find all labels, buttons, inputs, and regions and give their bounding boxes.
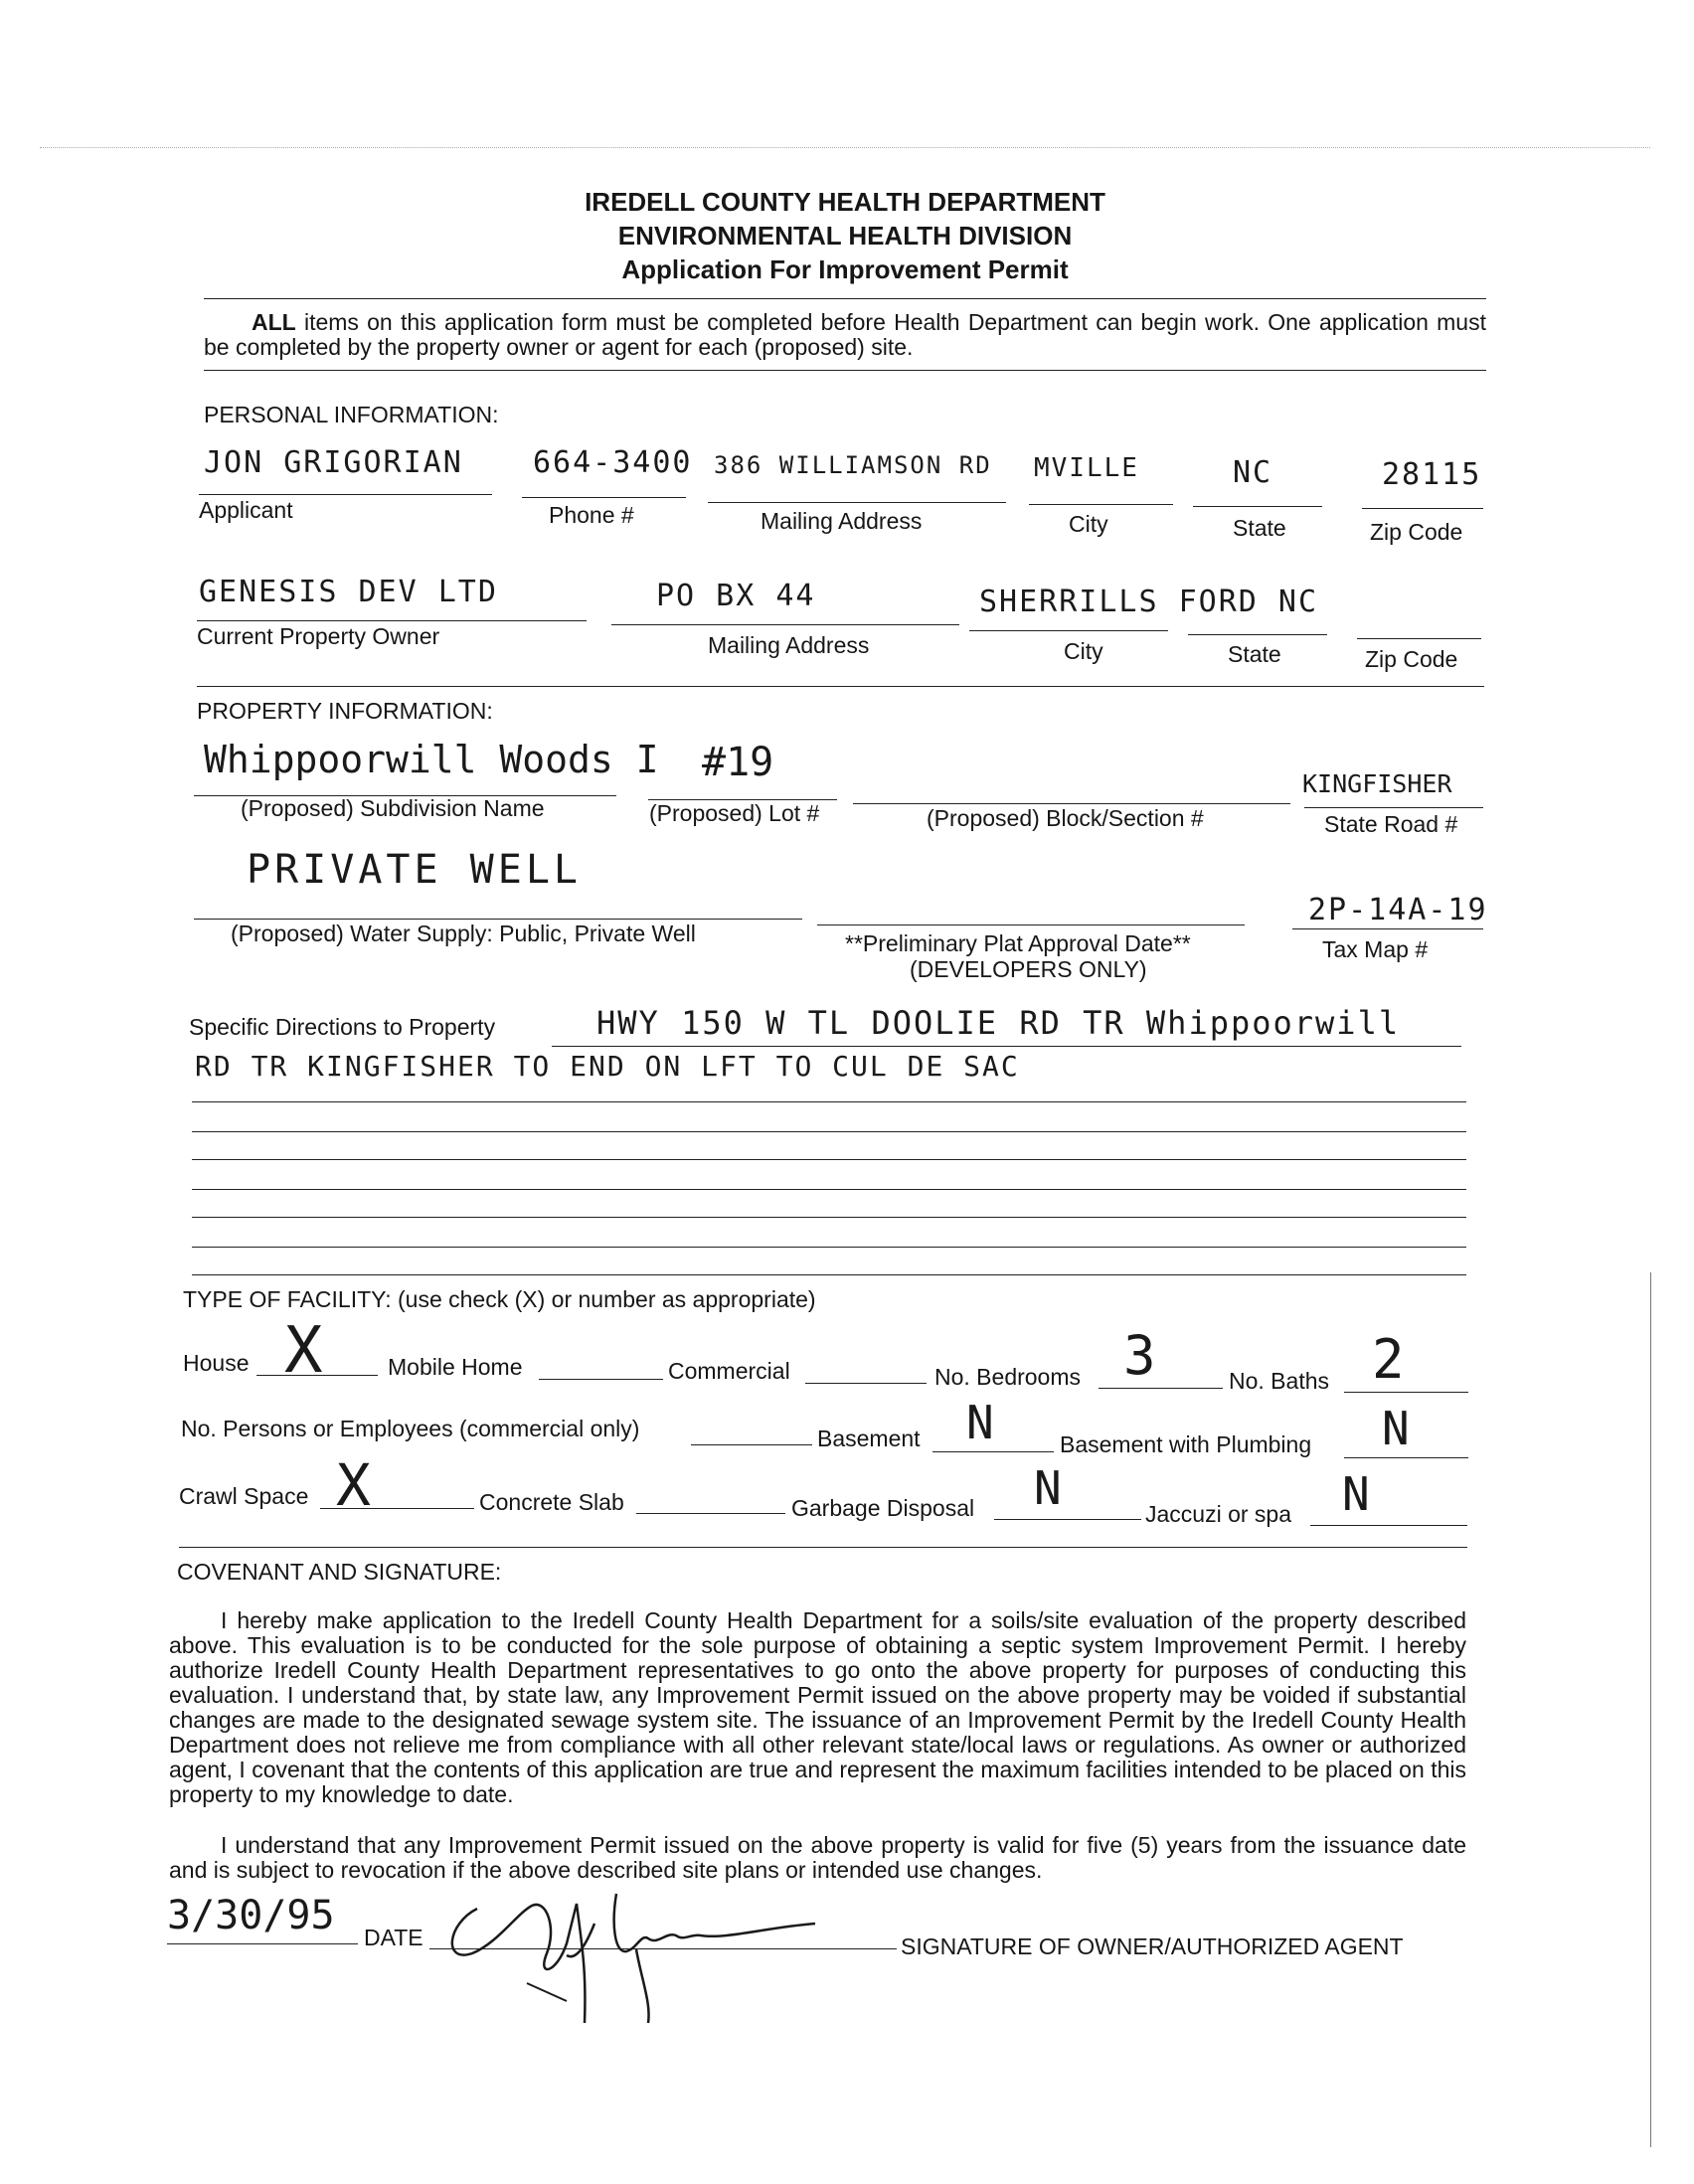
house-value[interactable]: X xyxy=(284,1314,323,1388)
directions-line xyxy=(192,1101,1466,1102)
directions-line xyxy=(192,1159,1466,1160)
water-supply-label: (Proposed) Water Supply: Public, Private Well xyxy=(231,921,696,946)
commercial-line xyxy=(805,1383,927,1384)
concrete-slab-label: Concrete Slab xyxy=(479,1489,624,1515)
jacuzzi-label: Jaccuzi or spa xyxy=(1145,1501,1292,1527)
mobile-home-label: Mobile Home xyxy=(388,1354,523,1380)
owner-line xyxy=(197,620,587,621)
directions-value-line1[interactable]: HWY 150 W TL DOOLIE RD TR Whippoorwill xyxy=(596,1004,1401,1042)
plat-date-sublabel: (DEVELOPERS ONLY) xyxy=(910,956,1147,982)
baths-label: No. Baths xyxy=(1229,1368,1329,1394)
state-value[interactable]: NC xyxy=(1233,455,1273,490)
water-supply-value[interactable]: PRIVATE WELL xyxy=(247,847,582,893)
facility-heading xyxy=(183,1286,816,1313)
commercial-label: Commercial xyxy=(668,1358,790,1384)
covenant-validity-paragraph: I understand that any Improvement Permit issued on the above property is valid for five (5) years from the issuance date and is subject to revocation if the above described site plans or intended use changes. xyxy=(169,1832,1466,1883)
owner-zip-label: Zip Code xyxy=(1365,646,1458,672)
owner-mailing-label: Mailing Address xyxy=(708,632,870,658)
concrete-slab-line xyxy=(636,1513,785,1514)
owner-state-label: State xyxy=(1228,641,1281,667)
divider xyxy=(204,370,1486,371)
applicant-line xyxy=(199,494,492,495)
signature-label: SIGNATURE OF OWNER/AUTHORIZED AGENT xyxy=(901,1933,1404,1959)
tax-map-label: Tax Map # xyxy=(1322,936,1429,962)
persons-line xyxy=(691,1444,812,1445)
directions-line xyxy=(552,1046,1461,1047)
basement-plumbing-value[interactable]: N xyxy=(1382,1402,1410,1455)
divider xyxy=(192,1274,1466,1275)
covenant-heading: COVENANT AND SIGNATURE: xyxy=(177,1559,502,1585)
basement-label: Basement xyxy=(817,1426,921,1451)
zip-label: Zip Code xyxy=(1370,519,1463,545)
owner-city-line xyxy=(969,630,1168,631)
scan-artifact xyxy=(40,147,1650,148)
state-road-line xyxy=(1304,807,1483,808)
form-title-application: Application For Improvement Permit xyxy=(621,254,1069,284)
scan-edge-mark xyxy=(1650,1272,1651,2147)
owner-city-label: City xyxy=(1064,638,1103,664)
phone-value[interactable]: 664-3400 xyxy=(533,445,693,480)
phone-line xyxy=(522,497,686,498)
form-title-division: ENVIRONMENTAL HEALTH DIVISION xyxy=(617,221,1073,251)
owner-mailing-line xyxy=(611,624,959,625)
plat-date-line xyxy=(817,924,1245,925)
intro-text: items on this application form must be completed before Health Department can begin work. One application must be completed by the property owner or agent for each (proposed) site. xyxy=(204,309,1486,360)
state-label: State xyxy=(1233,515,1286,541)
directions-label: Specific Directions to Property xyxy=(189,1014,496,1040)
lot-value[interactable]: #19 xyxy=(702,740,774,785)
state-road-value[interactable]: KINGFISHER xyxy=(1302,769,1452,798)
divider xyxy=(179,1547,1467,1548)
jacuzzi-line xyxy=(1310,1525,1467,1526)
basement-value[interactable]: N xyxy=(966,1396,994,1449)
intro-paragraph xyxy=(204,310,1486,360)
owner-city-value[interactable]: SHERRILLS FORD NC xyxy=(979,585,1319,619)
personal-info-heading: PERSONAL INFORMATION: xyxy=(204,402,499,427)
garbage-disposal-label: Garbage Disposal xyxy=(791,1495,975,1521)
state-line xyxy=(1193,506,1322,507)
owner-label: Current Property Owner xyxy=(197,623,440,649)
signature-scribble[interactable] xyxy=(437,1884,875,2033)
lot-label: (Proposed) Lot # xyxy=(649,800,820,826)
phone-label: Phone # xyxy=(549,502,634,528)
zip-value[interactable]: 28115 xyxy=(1382,457,1482,492)
crawl-space-label: Crawl Space xyxy=(179,1483,309,1509)
owner-mailing-value[interactable]: PO BX 44 xyxy=(656,579,816,613)
applicant-value[interactable]: JON GRIGORIAN xyxy=(204,445,463,480)
basement-line xyxy=(932,1451,1054,1452)
block-line xyxy=(853,803,1290,804)
bedrooms-line xyxy=(1099,1388,1223,1389)
divider xyxy=(197,686,1484,687)
facility-heading-note: (use check (X) or number as appropriate) xyxy=(398,1286,816,1312)
house-label: House xyxy=(183,1350,250,1376)
subdivision-label: (Proposed) Subdivision Name xyxy=(241,795,545,821)
persons-label: No. Persons or Employees (commercial only) xyxy=(181,1416,640,1441)
mailing-address-value[interactable]: 386 WILLIAMSON RD xyxy=(714,451,992,479)
covenant-paragraph: I hereby make application to the Iredell County Health Department for a soils/site evaluation of the property described above. This evaluation is to be conducted for the sole purpose of obtaining a septic system Improvement Permit. I hereby authorize Iredell County Health Department representatives to go onto the above property for purposes of conducting this evaluation. I understand that, by state law, any Improvement Permit issued on the above property may be voided if substantial changes are made to the designated sewage system site. The issuance of an Improvement Permit by the Iredell County Health Department does not relieve me from compliance with all other relevant state/local laws or regulations. As owner or authorized agent, I covenant that the contents of this application are true and represent the maximum facilities intended to be placed on this property to my knowledge to date. xyxy=(169,1607,1466,1807)
crawl-space-value[interactable]: X xyxy=(336,1451,371,1519)
water-supply-line xyxy=(194,919,802,920)
garbage-disposal-line xyxy=(994,1519,1141,1520)
owner-state-line xyxy=(1188,634,1327,635)
jacuzzi-value[interactable]: N xyxy=(1342,1467,1370,1521)
bedrooms-label: No. Bedrooms xyxy=(934,1364,1082,1390)
date-line xyxy=(167,1943,358,1944)
mobile-home-line xyxy=(539,1379,663,1380)
city-line xyxy=(1029,504,1173,505)
owner-zip-line xyxy=(1357,638,1481,639)
directions-line xyxy=(192,1217,1466,1218)
zip-line xyxy=(1362,508,1483,509)
bedrooms-value[interactable]: 3 xyxy=(1123,1324,1156,1387)
city-value[interactable]: MVILLE xyxy=(1034,453,1139,483)
property-info-heading: PROPERTY INFORMATION: xyxy=(197,698,493,724)
form-title-department: IREDELL COUNTY HEALTH DEPARTMENT xyxy=(585,187,1105,217)
basement-plumbing-line xyxy=(1344,1457,1468,1458)
block-label: (Proposed) Block/Section # xyxy=(927,805,1204,831)
baths-value[interactable]: 2 xyxy=(1372,1328,1405,1391)
date-value[interactable]: 3/30/95 xyxy=(167,1893,335,1938)
owner-value[interactable]: GENESIS DEV LTD xyxy=(199,575,498,609)
garbage-disposal-value[interactable]: N xyxy=(1034,1461,1062,1515)
mailing-address-label: Mailing Address xyxy=(761,508,923,534)
directions-line xyxy=(192,1189,1466,1190)
subdivision-value[interactable]: Whippoorwill Woods I xyxy=(204,738,659,781)
tax-map-value[interactable]: 2P-14A-19 xyxy=(1308,893,1488,927)
tax-map-line xyxy=(1292,928,1483,929)
date-label: DATE xyxy=(364,1925,424,1950)
divider xyxy=(204,298,1486,299)
state-road-label: State Road # xyxy=(1324,811,1458,837)
basement-plumbing-label: Basement with Plumbing xyxy=(1060,1431,1312,1457)
directions-line xyxy=(192,1131,1466,1132)
directions-line xyxy=(192,1247,1466,1248)
facility-heading-title: TYPE OF FACILITY: xyxy=(183,1286,392,1312)
applicant-label: Applicant xyxy=(199,497,293,523)
directions-value-line2[interactable]: RD TR KINGFISHER TO END ON LFT TO CUL DE SAC xyxy=(195,1050,1020,1083)
city-label: City xyxy=(1069,511,1108,537)
mailing-line xyxy=(708,502,1006,503)
plat-date-label: **Preliminary Plat Approval Date** xyxy=(845,930,1191,956)
intro-bold-word: ALL xyxy=(252,309,296,335)
baths-line xyxy=(1344,1392,1468,1393)
